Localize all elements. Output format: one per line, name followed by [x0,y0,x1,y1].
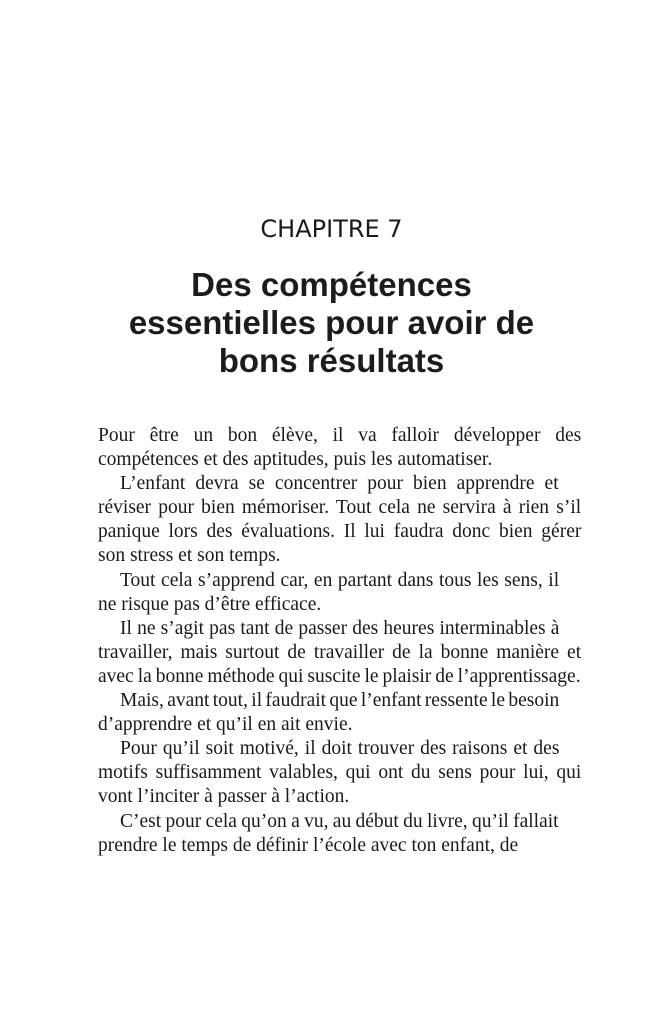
chapter-header [40,214,623,380]
text-line: panique lors des évaluations. Il lui faudra donc bien gérer [98,521,582,543]
text-line: avec la bonne méthode qui suscite le plaisir de l’apprentissage. [98,665,581,687]
text-line: travailler, mais surtout de travailler de la bonne manière et [98,641,582,663]
text-line: Il ne s’agit pas tant de passer des heures interminables à [120,617,560,639]
chapter-number: CHAPITRE 7 [260,215,403,243]
chapter-title [40,266,623,380]
text-line: Pour qu’il soit motivé, il doit trouver des raisons et des [120,738,560,760]
text-line: vont l’inciter à passer à l’action. [98,786,350,808]
text-line: C’est pour cela qu’on a vu, au début du livre, qu’il fallait [120,810,559,832]
text-line: Mais, avant tout, il faudrait que l’enfant ressente le besoin [120,690,560,712]
text-line: ne risque pas d’être efficace. [98,593,322,615]
text-line: Tout cela s’apprend car, en partant dans tous les sens, il [120,569,560,591]
text-line: d’apprendre et qu’il en ait envie. [98,714,353,736]
text-line: réviser pour bien mémoriser. Tout cela ne servira à rien s’il [98,497,582,519]
text-line: motifs suffisamment valables, qui ont du sens pour lui, qui [98,762,582,784]
text-line: L’enfant devra se concentrer pour bien apprendre et [120,473,559,495]
chapter-title-line: Des compétences [191,266,472,303]
body-text [98,424,581,858]
text-line: prendre le temps de définir l’école avec ton enfant, de [98,834,519,856]
text-line: compétences et des aptitudes, puis les automatiser. [98,449,493,471]
text-line: son stress et son temps. [98,545,281,567]
chapter-title-line: bons résultats [218,342,445,379]
chapter-title-line: essentielles pour avoir de [128,304,535,341]
text-line: Pour être un bon élève, il va falloir développer des [98,425,582,446]
